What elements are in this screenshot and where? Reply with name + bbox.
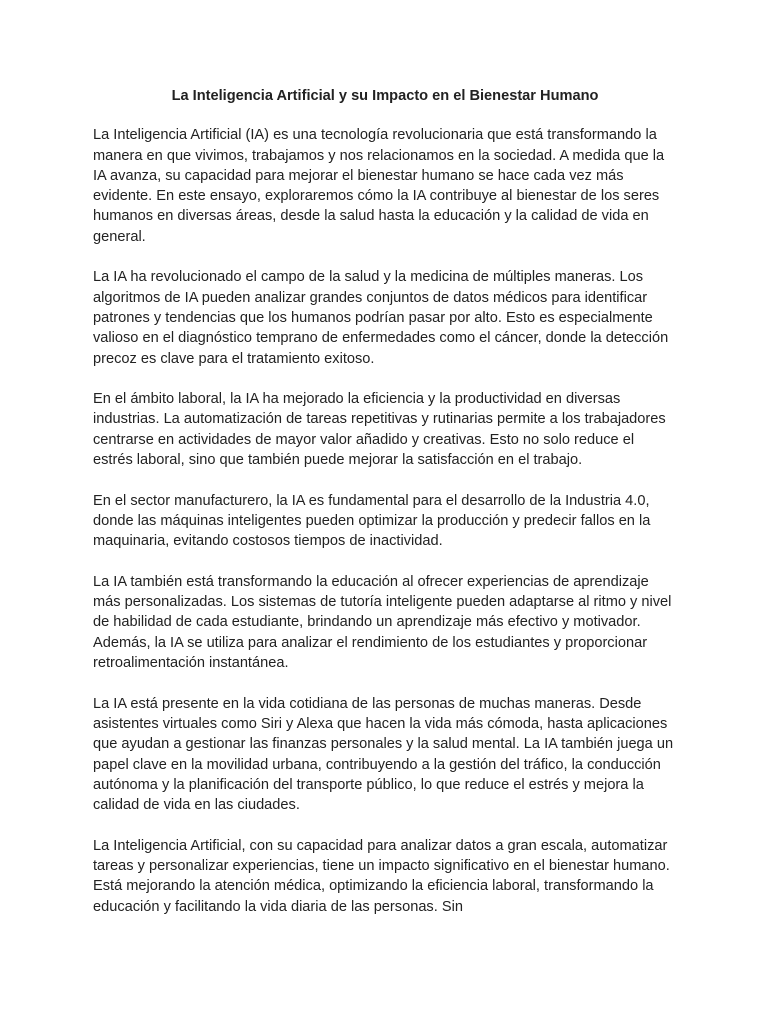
paragraph-daily-life: La IA está presente en la vida cotidiana de las personas de muchas maneras. Desde asistentes virtuales como Siri y Alexa que hacen la vida más cómoda, hasta aplicaciones que ayudan a gestionar las finanzas personales y la salud mental. La IA también juega un papel clave en la movilidad urbana, contribuyendo a la gestión del tráfico, la conducción autónoma y la planificación del transporte público, lo que reduce el estrés y mejora la calidad de vida en las ciudades. <box>93 695 674 814</box>
paragraph-manufacturing: En el sector manufacturero, la IA es fundamental para el desarrollo de la Industria 4.0, donde las máquinas inteligentes pueden optimizar la producción y predecir fallos en la maquinaria, evitando costosos tiempos de inactividad. <box>93 492 651 550</box>
paragraph-conclusion: La Inteligencia Artificial, con su capacidad para analizar datos a gran escala, automatizar tareas y personalizar experiencias, tiene un impacto significativo en el bienestar humano. Está mejorando la atención médica, optimizando la eficiencia laboral, transformando la educación y facilitando la vida diaria de las personas. Sin <box>93 837 670 915</box>
paragraph-intro: La Inteligencia Artificial (IA) es una tecnología revolucionaria que está transformando la manera en que vivimos, trabajamos y nos relacionamos en la sociedad. A medida que la IA avanza, su capacidad para mejorar el bienestar humano se hace cada vez más evidente. En este ensayo, exploraremos cómo la IA contribuye al bienestar de los seres humanos en diversas áreas, desde la salud hasta la educación y la calidad de vida en general. <box>93 127 665 245</box>
document-title: La Inteligencia Artificial y su Impacto en el Bienestar Humano <box>171 88 599 104</box>
paragraph-work: En el ámbito laboral, la IA ha mejorado la eficiencia y la productividad en diversas industrias. La automatización de tareas repetitivas y rutinarias permite a los trabajadores centrarse en actividades de mayor valor añadido y creativas. Esto no solo reduce el estrés laboral, sino que también puede mejorar la satisfacción en el trabajo. <box>93 391 666 469</box>
paragraph-health: La IA ha revolucionado el campo de la salud y la medicina de múltiples maneras. Los algoritmos de IA pueden analizar grandes conjuntos de datos médicos para identificar patrones y tendencias que los humanos podrían pasar por alto. Esto es especialmente valioso en el diagnóstico temprano de enfermedades como el cáncer, donde la detección precoz es clave para el tratamiento exitoso. <box>93 269 669 367</box>
paragraph-education: La IA también está transformando la educación al ofrecer experiencias de aprendizaje más personalizadas. Los sistemas de tutoría inteligente pueden adaptarse al ritmo y nivel de habilidad de cada estudiante, brindando un aprendizaje más efectivo y motivador. Además, la IA se utiliza para analizar el rendimiento de los estudiantes y proporcionar retroalimentación instantánea. <box>93 573 672 672</box>
document-body <box>93 86 677 937</box>
